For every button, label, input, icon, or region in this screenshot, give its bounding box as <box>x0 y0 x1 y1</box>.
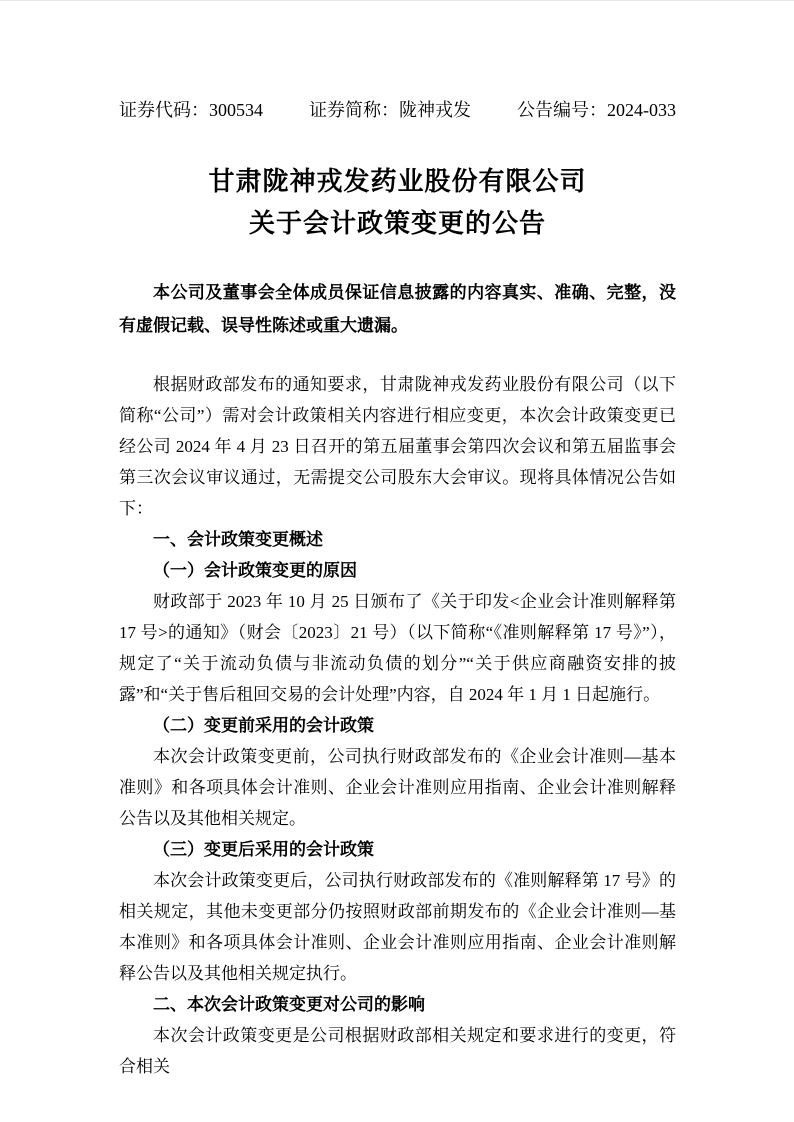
announcement-subject-title: 关于会计政策变更的公告 <box>248 209 546 238</box>
section-1-1-heading: （一）会计政策变更的原因 <box>153 561 357 580</box>
section-1-1-paragraph: 财政部于 2023 年 10 月 25 日颁布了《关于印发<企业会计准则解释第 17 号>的通知》（财会〔2023〕21 号）（以下简称“《准则解释第 17 号》”），规定了“关于流动负债与非流动负债的划分”“关于供应商融资安排的披露”和“关于售后租回交易的会计处理”内容，自 2024 年 1 月 1 日起施行。 <box>119 592 676 704</box>
document-title <box>119 161 676 245</box>
section-1-2-paragraph: 本次会计政策变更前，公司执行财政部发布的《企业会计准则—基本准则》和各项具体会计准则、企业会计准则应用指南、企业会计准则解释公告以及其他相关规定。 <box>119 747 676 828</box>
document-body <box>119 369 676 1082</box>
announcement-number: 公告编号：2024-033 <box>517 100 676 120</box>
section-2-heading: 二、本次会计政策变更对公司的影响 <box>153 995 425 1014</box>
document-header <box>119 97 676 124</box>
intro-paragraph: 根据财政部发布的通知要求，甘肃陇神戎发药业股份有限公司（以下简称“公司”）需对会计政策相关内容进行相应变更，本次会计政策变更已经公司 2024 年 4 月 23 日召开的第五届董事会第四次会议和第五届监事会第三次会议审议通过，无需提交公司股东大会审议。现将具体情况公告如下： <box>119 375 676 518</box>
board-assurance-statement: 本公司及董事会全体成员保证信息披露的内容真实、准确、完整，没有虚假记载、误导性陈述或重大遗漏。 <box>119 283 676 335</box>
section-1-2-heading: （二）变更前采用的会计政策 <box>153 716 374 735</box>
company-name-title: 甘肃陇神戎发药业股份有限公司 <box>208 167 587 196</box>
securities-code: 证券代码：300534 <box>119 100 263 120</box>
section-1-heading: 一、会计政策变更概述 <box>153 530 323 549</box>
section-2-paragraph: 本次会计政策变更是公司根据财政部相关规定和要求进行的变更，符合相关 <box>119 1026 676 1076</box>
section-1-3-paragraph: 本次会计政策变更后，公司执行财政部发布的《准则解释第 17 号》的相关规定，其他未变更部分仍按照财政部前期发布的《企业会计准则—基本准则》和各项具体会计准则、企业会计准则应用指南、企业会计准则解释公告以及其他相关规定执行。 <box>119 871 676 983</box>
section-1-3-heading: （三）变更后采用的会计政策 <box>153 840 374 859</box>
securities-abbreviation: 证券简称：陇神戎发 <box>309 100 471 120</box>
